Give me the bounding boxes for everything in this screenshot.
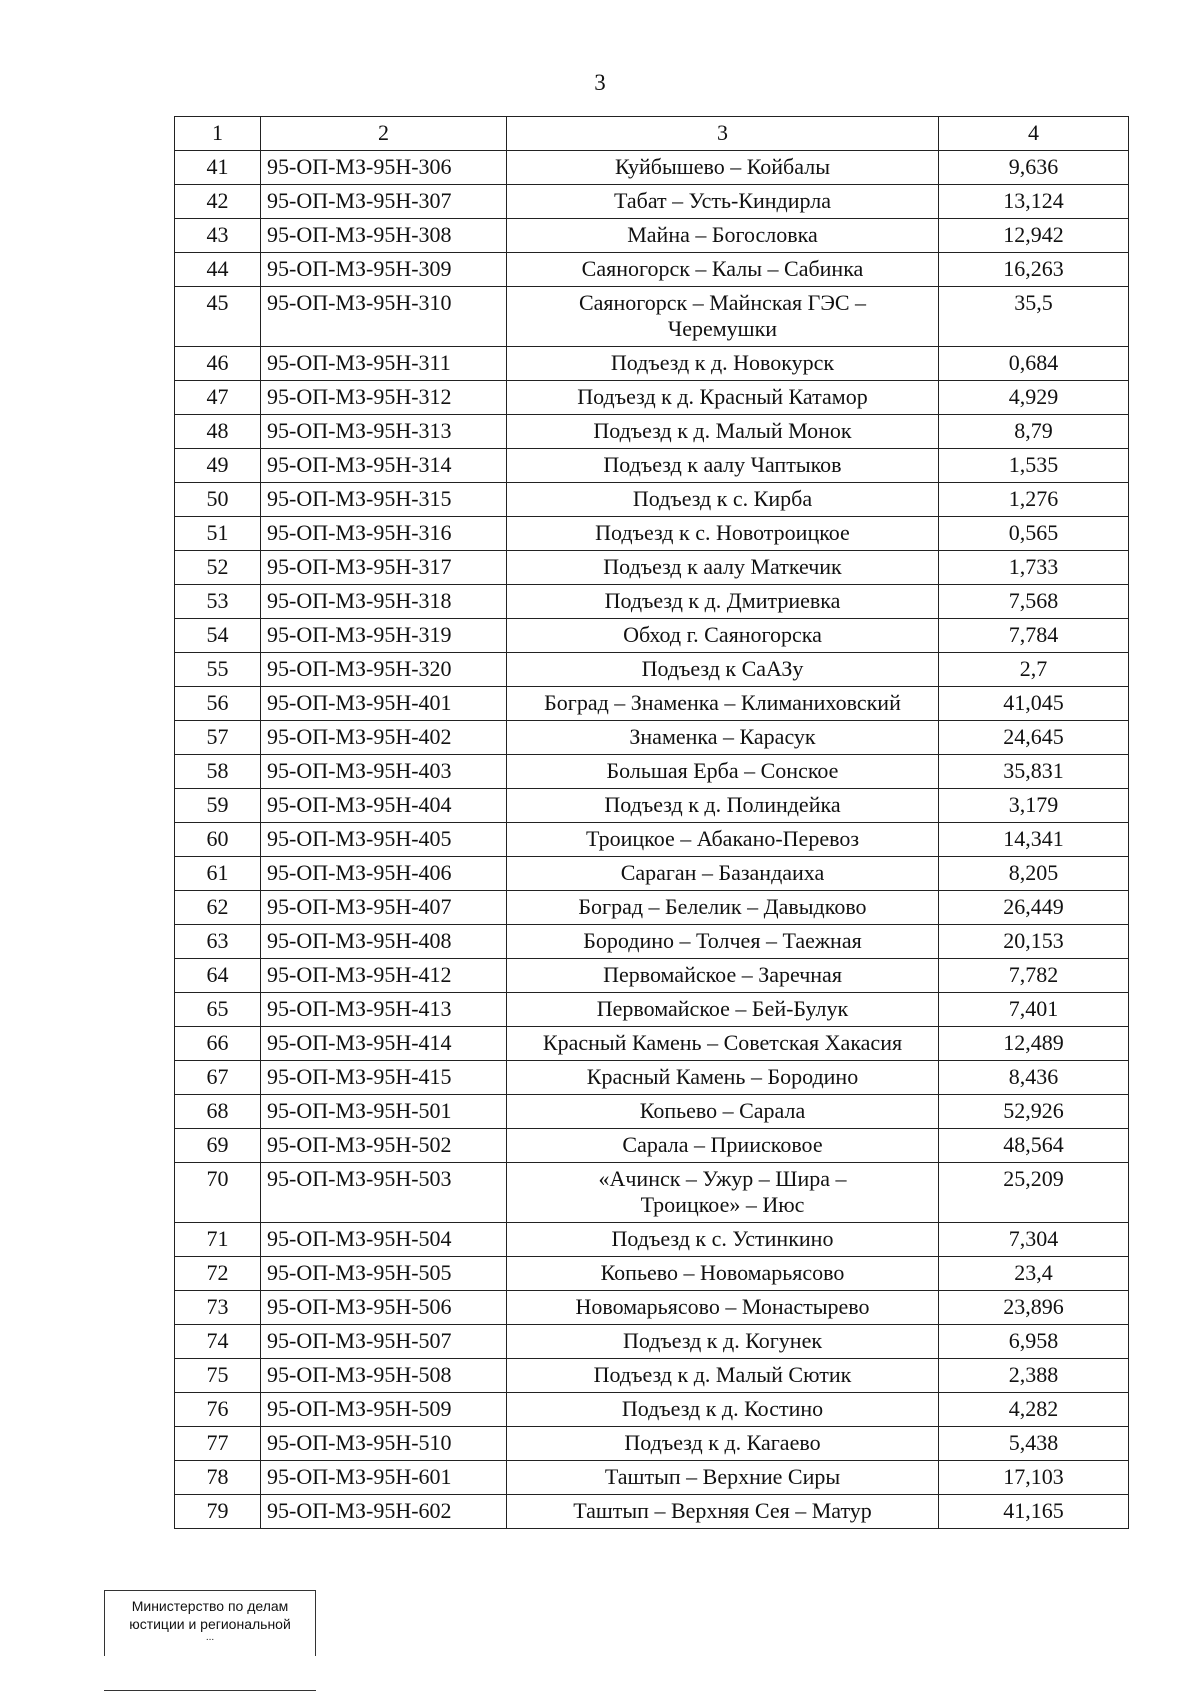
table-row [175,1095,1129,1129]
road-name-line: Табат – Усть-Киндирла [614,188,831,213]
road-name-line: Подъезд к д. Красный Катамор [577,384,868,409]
row-number: 72 [175,1257,261,1291]
row-number: 73 [175,1291,261,1325]
road-name [507,823,939,857]
column-header-2: 2 [261,117,507,151]
road-id: 95-ОП-МЗ-95Н-308 [261,219,507,253]
row-number: 42 [175,185,261,219]
road-id: 95-ОП-МЗ-95Н-314 [261,449,507,483]
road-id: 95-ОП-МЗ-95Н-508 [261,1359,507,1393]
road-id: 95-ОП-МЗ-95Н-315 [261,483,507,517]
road-length: 35,831 [939,755,1129,789]
road-name [507,1291,939,1325]
road-name-line: Большая Ерба – Сонское [606,758,839,783]
road-name-line: Подъезд к аалу Чаптыков [603,452,842,477]
road-name [507,959,939,993]
road-id: 95-ОП-МЗ-95Н-402 [261,721,507,755]
table-row [175,1257,1129,1291]
row-number: 63 [175,925,261,959]
road-id: 95-ОП-МЗ-95Н-312 [261,381,507,415]
table-row [175,1061,1129,1095]
road-name [507,1393,939,1427]
road-name-line: Знаменка – Карасук [629,724,816,749]
road-id: 95-ОП-МЗ-95Н-310 [261,287,507,347]
road-name [507,1427,939,1461]
table-body [175,151,1129,1529]
road-length: 8,205 [939,857,1129,891]
road-length: 2,388 [939,1359,1129,1393]
road-length: 41,165 [939,1495,1129,1529]
road-length: 7,304 [939,1223,1129,1257]
table-row [175,151,1129,185]
road-name [507,619,939,653]
road-name-line: Сарала – Приисковое [622,1132,823,1157]
road-name [507,755,939,789]
table-row [175,1291,1129,1325]
road-name-line: Сараган – Базандаиха [620,860,825,885]
road-id: 95-ОП-МЗ-95Н-316 [261,517,507,551]
road-length: 2,7 [939,653,1129,687]
road-name-line: Куйбышево – Койбалы [615,154,830,179]
road-name-line: Подъезд к СаАЗу [641,656,804,681]
road-id: 95-ОП-МЗ-95Н-320 [261,653,507,687]
table-row [175,755,1129,789]
road-id: 95-ОП-МЗ-95Н-407 [261,891,507,925]
road-length: 4,929 [939,381,1129,415]
table-row [175,253,1129,287]
road-name-line: Подъезд к д. Малый Монок [593,418,852,443]
road-id: 95-ОП-МЗ-95Н-318 [261,585,507,619]
row-number: 61 [175,857,261,891]
row-number: 79 [175,1495,261,1529]
road-length: 7,401 [939,993,1129,1027]
road-name [507,1325,939,1359]
table-row [175,483,1129,517]
road-id: 95-ОП-МЗ-95Н-602 [261,1495,507,1529]
road-name [507,1359,939,1393]
road-name-line: Бородино – Толчея – Таежная [583,928,862,953]
road-length: 9,636 [939,151,1129,185]
row-number: 56 [175,687,261,721]
row-number: 50 [175,483,261,517]
road-name-line: Подъезд к аалу Маткечик [603,554,842,579]
road-id: 95-ОП-МЗ-95Н-406 [261,857,507,891]
road-name-line: Таштып – Верхние Сиры [604,1464,841,1489]
road-id: 95-ОП-МЗ-95Н-309 [261,253,507,287]
road-id: 95-ОП-МЗ-95Н-311 [261,347,507,381]
table-row [175,925,1129,959]
table-row [175,1027,1129,1061]
road-id: 95-ОП-МЗ-95Н-414 [261,1027,507,1061]
row-number: 43 [175,219,261,253]
table-row [175,1393,1129,1427]
road-length: 26,449 [939,891,1129,925]
row-number: 64 [175,959,261,993]
row-number: 52 [175,551,261,585]
row-number: 70 [175,1163,261,1223]
road-name-line: Подъезд к д. Новокурск [610,350,835,375]
road-name [507,1129,939,1163]
column-header-1: 1 [175,117,261,151]
road-name-line: Новомарьясово – Монастырево [575,1294,870,1319]
road-id: 95-ОП-МЗ-95Н-507 [261,1325,507,1359]
road-name [507,483,939,517]
road-id: 95-ОП-МЗ-95Н-509 [261,1393,507,1427]
row-number: 49 [175,449,261,483]
table-row [175,891,1129,925]
column-header-4: 4 [939,117,1129,151]
road-name-line: Копьево – Новомарьясово [600,1260,845,1285]
road-name-line: Саяногорск – Майнская ГЭС – [578,290,867,315]
road-length: 20,153 [939,925,1129,959]
table-row [175,721,1129,755]
roads-table [174,116,1129,1529]
road-length: 5,438 [939,1427,1129,1461]
road-length: 23,4 [939,1257,1129,1291]
road-name-line: Первомайское – Заречная [603,962,842,987]
road-name-line: Подъезд к д. Когунек [622,1328,823,1353]
road-length: 12,942 [939,219,1129,253]
road-name [507,347,939,381]
row-number: 48 [175,415,261,449]
road-name-line: Боград – Белелик – Давыдково [578,894,867,919]
road-id: 95-ОП-МЗ-95Н-404 [261,789,507,823]
table-row [175,653,1129,687]
road-id: 95-ОП-МЗ-95Н-501 [261,1095,507,1129]
road-name [507,517,939,551]
road-name-line: Обход г. Саяногорска [623,622,822,647]
table-row [175,687,1129,721]
road-name [507,151,939,185]
road-name [507,253,939,287]
road-name [507,185,939,219]
table-row [175,185,1129,219]
road-length: 16,263 [939,253,1129,287]
table-row [175,219,1129,253]
road-id: 95-ОП-МЗ-95Н-319 [261,619,507,653]
road-length: 1,535 [939,449,1129,483]
table-row [175,857,1129,891]
row-number: 75 [175,1359,261,1393]
road-name [507,1095,939,1129]
road-length: 12,489 [939,1027,1129,1061]
road-name [507,551,939,585]
table-row [175,1163,1129,1223]
road-name-line: Боград – Знаменка – Климаниховский [544,690,901,715]
road-id: 95-ОП-МЗ-95Н-306 [261,151,507,185]
table-row [175,415,1129,449]
road-name [507,1027,939,1061]
road-name-line: Таштып – Верхняя Сея – Матур [573,1498,872,1523]
road-name-line: Подъезд к д. Дмитриевка [604,588,841,613]
row-number: 58 [175,755,261,789]
road-id: 95-ОП-МЗ-95Н-510 [261,1427,507,1461]
header-row [175,117,1129,151]
road-id: 95-ОП-МЗ-95Н-401 [261,687,507,721]
road-id: 95-ОП-МЗ-95Н-412 [261,959,507,993]
road-name-line: Подъезд к д. Малый Сютик [593,1362,852,1387]
table-row [175,585,1129,619]
road-name [507,721,939,755]
road-name-line: Красный Камень – Советская Хакасия [542,1030,903,1055]
road-name [507,287,939,347]
road-length: 7,784 [939,619,1129,653]
road-name [507,891,939,925]
road-id: 95-ОП-МЗ-95Н-504 [261,1223,507,1257]
road-name [507,687,939,721]
road-name [507,925,939,959]
road-length: 8,436 [939,1061,1129,1095]
road-id: 95-ОП-МЗ-95Н-403 [261,755,507,789]
road-id: 95-ОП-МЗ-95Н-317 [261,551,507,585]
table-row [175,551,1129,585]
row-number: 59 [175,789,261,823]
road-length: 1,733 [939,551,1129,585]
road-name [507,993,939,1027]
road-name [507,789,939,823]
road-id: 95-ОП-МЗ-95Н-313 [261,415,507,449]
road-name [507,653,939,687]
table-row [175,287,1129,347]
row-number: 65 [175,993,261,1027]
table-row [175,1325,1129,1359]
row-number: 45 [175,287,261,347]
road-name [507,415,939,449]
road-length: 7,568 [939,585,1129,619]
road-name-line: Копьево – Сарала [639,1098,806,1123]
column-header-3: 3 [507,117,939,151]
row-number: 41 [175,151,261,185]
road-name [507,1495,939,1529]
table-row [175,1495,1129,1529]
road-id: 95-ОП-МЗ-95Н-413 [261,993,507,1027]
row-number: 44 [175,253,261,287]
road-name [507,449,939,483]
stamp-line-3: ... [205,1632,215,1643]
registration-stamp [104,1590,316,1656]
road-name [507,585,939,619]
row-number: 68 [175,1095,261,1129]
row-number: 74 [175,1325,261,1359]
table-row [175,347,1129,381]
road-name-line: Троицкое – Абакано-Перевоз [585,826,860,851]
table-row [175,823,1129,857]
table-row [175,959,1129,993]
road-length: 3,179 [939,789,1129,823]
road-name-line: Майна – Богословка [627,222,818,247]
row-number: 71 [175,1223,261,1257]
row-number: 54 [175,619,261,653]
row-number: 67 [175,1061,261,1095]
row-number: 78 [175,1461,261,1495]
road-id: 95-ОП-МЗ-95Н-503 [261,1163,507,1223]
road-name [507,1461,939,1495]
road-length: 0,565 [939,517,1129,551]
table-row [175,993,1129,1027]
road-id: 95-ОП-МЗ-95Н-505 [261,1257,507,1291]
road-length: 35,5 [939,287,1129,347]
road-length: 41,045 [939,687,1129,721]
stamp-line-1: Министерство по делам [131,1598,289,1614]
row-number: 66 [175,1027,261,1061]
road-name [507,857,939,891]
row-number: 55 [175,653,261,687]
road-length: 13,124 [939,185,1129,219]
road-length: 23,896 [939,1291,1129,1325]
road-name-line: Подъезд к д. Костино [621,1396,824,1421]
road-id: 95-ОП-МЗ-95Н-405 [261,823,507,857]
road-id: 95-ОП-МЗ-95Н-502 [261,1129,507,1163]
table-row [175,1461,1129,1495]
road-name-line: Первомайское – Бей-Булук [596,996,849,1021]
row-number: 62 [175,891,261,925]
road-name-line: Подъезд к д. Кагаево [624,1430,821,1455]
table-row [175,1427,1129,1461]
row-number: 76 [175,1393,261,1427]
road-name [507,381,939,415]
row-number: 46 [175,347,261,381]
road-length: 25,209 [939,1163,1129,1223]
road-id: 95-ОП-МЗ-95Н-506 [261,1291,507,1325]
road-length: 52,926 [939,1095,1129,1129]
road-length: 4,282 [939,1393,1129,1427]
table-row [175,381,1129,415]
road-name [507,219,939,253]
stamp-line-2: юстиции и региональной [129,1616,291,1632]
road-name-line: Подъезд к д. Полиндейка [604,792,841,817]
road-length: 0,684 [939,347,1129,381]
page-number: 3 [594,70,606,95]
road-name-line: Красный Камень – Бородино [586,1064,859,1089]
table-row [175,789,1129,823]
row-number: 57 [175,721,261,755]
road-name-line: Подъезд к с. Устинкино [611,1226,834,1251]
road-length: 14,341 [939,823,1129,857]
road-length: 24,645 [939,721,1129,755]
road-name-line: Черемушки [667,316,778,341]
row-number: 51 [175,517,261,551]
row-number: 69 [175,1129,261,1163]
road-name-line: Подъезд к с. Кирба [632,486,813,511]
table-row [175,1359,1129,1393]
row-number: 53 [175,585,261,619]
road-length: 8,79 [939,415,1129,449]
road-id: 95-ОП-МЗ-95Н-408 [261,925,507,959]
table-row [175,1129,1129,1163]
road-name-line: Подъезд к с. Новотроицкое [595,520,850,545]
road-name-line: Саяногорск – Калы – Сабинка [581,256,864,281]
road-id: 95-ОП-МЗ-95Н-415 [261,1061,507,1095]
row-number: 77 [175,1427,261,1461]
road-id: 95-ОП-МЗ-95Н-601 [261,1461,507,1495]
table-row [175,619,1129,653]
road-length: 7,782 [939,959,1129,993]
table-row [175,1223,1129,1257]
road-length: 6,958 [939,1325,1129,1359]
table-row [175,449,1129,483]
road-name [507,1257,939,1291]
road-name-line: «Ачинск – Ужур – Шира – [598,1166,847,1191]
road-length: 1,276 [939,483,1129,517]
row-number: 60 [175,823,261,857]
row-number: 47 [175,381,261,415]
road-length: 17,103 [939,1461,1129,1495]
road-length: 48,564 [939,1129,1129,1163]
road-name [507,1061,939,1095]
road-name [507,1163,939,1223]
stamp-underline [104,1690,316,1691]
road-name-line: Троицкое» – Июс [640,1192,805,1217]
road-name [507,1223,939,1257]
road-id: 95-ОП-МЗ-95Н-307 [261,185,507,219]
table-row [175,517,1129,551]
